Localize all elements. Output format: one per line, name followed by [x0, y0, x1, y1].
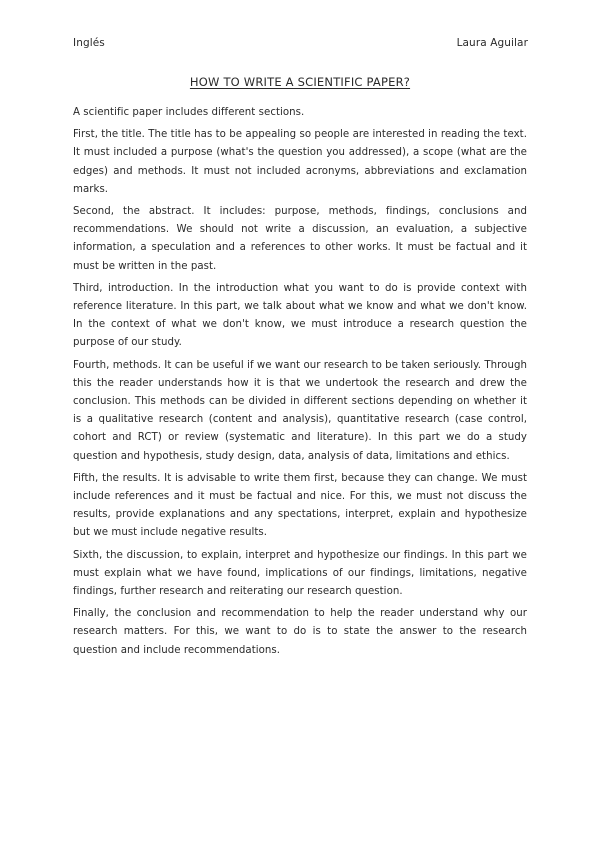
document-body	[73, 104, 527, 664]
paragraph-introduction: Third, introduction. In the introduction what you want to do is provide context with reference literature. In this part, we talk about what we know and what we don't know. In the context of what we don't know, we must introduce a research question the purpose of our study.	[73, 282, 527, 349]
header-author: Laura Aguilar	[456, 37, 528, 49]
paragraph-methods: Fourth, methods. It can be useful if we want our research to be taken seriously. Through this the reader understands how it is that we undertook the research and drew the conclusion. This methods can be divided in different sections depending on whether it is a qualitative research (content and analysis), quantitative research (case control, cohort and RCT) or review (systematic and literature). In this part we do a study question and hypothesis, study design, data, analysis of data, limitations and ethics.	[73, 359, 527, 462]
paragraph-intro: A scientific paper includes different sections.	[73, 107, 305, 118]
paragraph-abstract: Second, the abstract. It includes: purpose, methods, findings, conclusions and recommendations. We should not write a discussion, an evaluation, a subjective information, a speculation and a references to other works. It must be factual and it must be written in the past.	[73, 206, 527, 272]
page-title: HOW TO WRITE A SCIENTIFIC PAPER?	[189, 75, 411, 89]
header-subject: Inglés	[73, 37, 105, 49]
paragraph-results: Fifth, the results. It is advisable to write them first, because they can change. We must include references and it must be factual and nice. For this, we must not discuss the results, provide explanations and any spectations, interpret, explain and hypothesize but we must include negative results.	[73, 472, 527, 539]
paragraph-conclusion: Finally, the conclusion and recommendation to help the reader understand why our research matters. For this, we want to do is to state the answer to the research question and include recommendations.	[73, 608, 527, 656]
paragraph-discussion: Sixth, the discussion, to explain, interpret and hypothesize our findings. In this part we must explain what we have found, implications of our findings, limitations, negative findings, further research and reiterating our research question.	[73, 549, 527, 598]
paragraph-title: First, the title. The title has to be appealing so people are interested in reading the text. It must included a purpose (what's the question you addressed), a scope (what are the edges) and methods. It must not included acronyms, abbreviations and exclamation marks.	[73, 129, 527, 195]
